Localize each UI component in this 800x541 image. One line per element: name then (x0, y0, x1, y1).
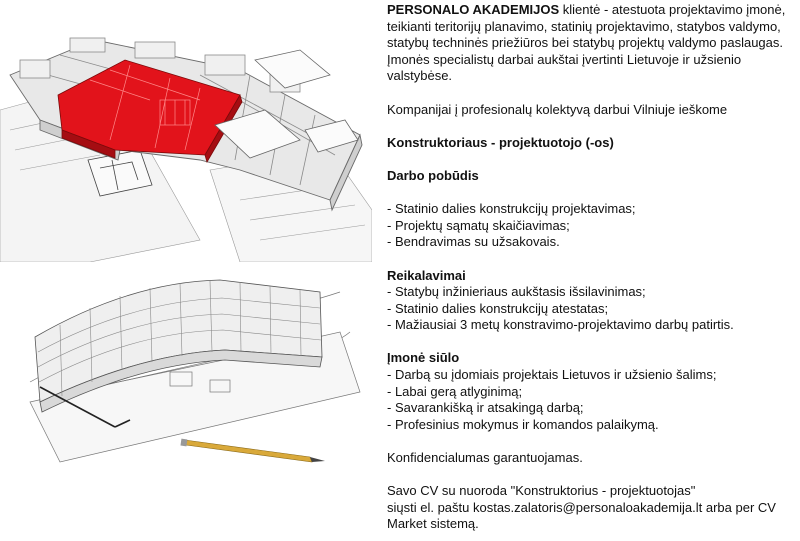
list-item: - Darbą su įdomiais projektais Lietuvos ir užsienio šalims; (387, 367, 717, 383)
list-item: - Profesinius mokymus ir komandos palaikymą. (387, 416, 659, 432)
list-item: - Statinio dalies konstrukcijų projektavimas; (387, 201, 636, 217)
intro-paragraph (387, 2, 795, 85)
list-item: - Projektų sąmatų skaičiavimas; (387, 217, 570, 233)
intro-text: klientė - atestuota projektavimo įmonė, teikianti teritorijų planavimo, statinių projektavimo, statybos valdymo, statybų techninės priežiūros bei statybų projektų valdymo paslaugas. Įmonės specialistų darbai aukštai įvertinti Lietuvoje ir užsienio valstybėse. (387, 2, 786, 84)
company-name: PERSONALO AKADEMIJOS (387, 2, 560, 17)
position-title: Konstruktoriaus - projektuotojo (-os) (387, 134, 614, 150)
duties-heading: Darbo pobūdis (387, 167, 479, 183)
list-item: - Statinio dalies konstrukcijų atestatas; (387, 300, 609, 316)
list-item: - Labai gerą atlyginimą; (387, 383, 523, 399)
list-item: - Bendravimas su užsakovais. (387, 234, 560, 250)
list-item: - Savarankišką ir atsakingą darbą; (387, 400, 584, 416)
list-item: - Statybų inžinieriaus aukštasis išsilavinimas; (387, 284, 646, 300)
pencil-icon (180, 439, 325, 462)
apply-line-1: Savo CV su nuoroda "Konstruktorius - projektuotojas" (387, 483, 696, 499)
apply-line-2: siųsti el. paštu kostas.zalatoris@personaloakademija.lt arba per CV Market sistemą. (387, 499, 776, 532)
list-item: - Mažiausiai 3 metų konstravimo-projektavimo darbų patirtis. (387, 317, 734, 333)
building-sketch-illustration (0, 262, 372, 541)
search-line: Kompanijai į profesionalų kolektyvą darbui Vilniuje ieškome (387, 101, 728, 117)
floor-plan-illustration (0, 0, 372, 262)
offer-heading: Įmonė siūlo (387, 350, 460, 366)
confidentiality-note: Konfidencialumas garantuojamas. (387, 450, 583, 466)
job-ad-text (387, 2, 795, 533)
requirements-heading: Reikalavimai (387, 267, 466, 283)
